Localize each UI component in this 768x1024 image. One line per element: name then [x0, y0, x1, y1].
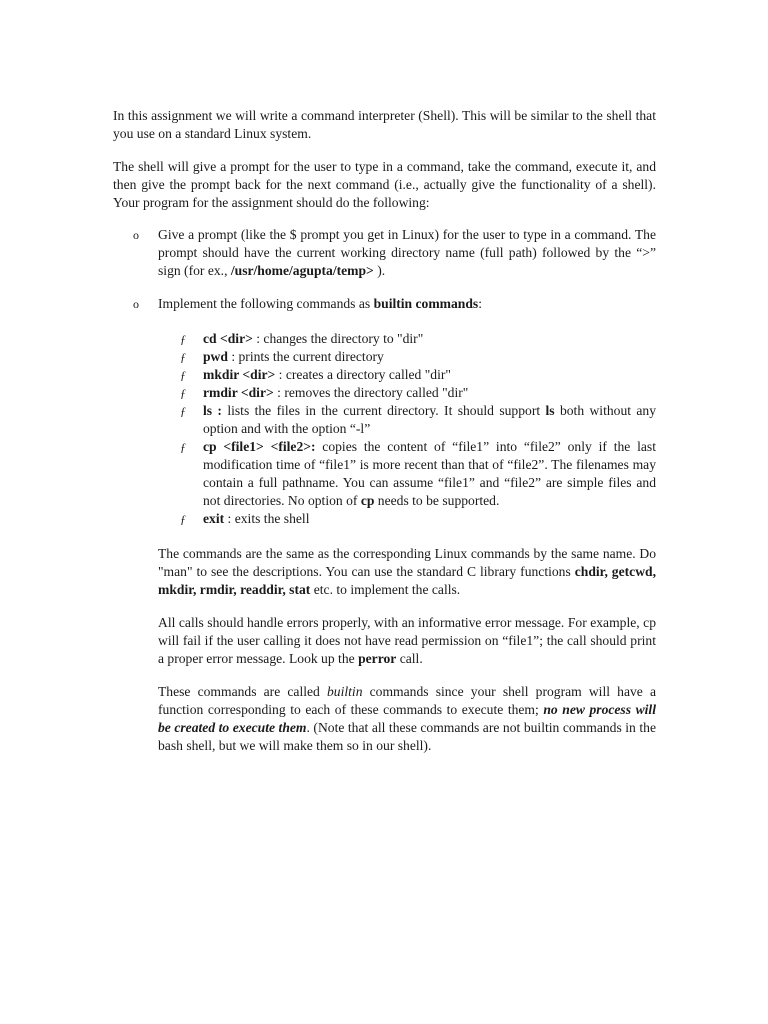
bullet-prompt-path: /usr/home/agupta/temp> [230, 263, 374, 278]
command-item-rmdir [180, 384, 656, 402]
bullet-marker: o [133, 297, 139, 311]
command-desc: lists the files in the current directory. It should support [221, 403, 546, 418]
shell-description-paragraph: The shell will give a prompt for the user to type in a command, take the command, execute it, and then give the prompt back for the next command (i.e., actually give the functionality of a shell). Your program for the assignment should do the following: [113, 159, 656, 210]
bullet-builtin [113, 295, 656, 313]
command-list [113, 330, 656, 528]
command-desc: : changes the directory to "dir" [252, 331, 424, 346]
command-item-exit [180, 510, 656, 528]
bullet-builtin-pre: Implement the following commands as [158, 296, 374, 311]
sub-bullet-marker: ƒ [180, 386, 186, 400]
bullet-builtin-bold: builtin commands [373, 296, 479, 311]
library-pre: The commands are the same as the corresponding Linux commands by the same name. Do "man" to see the descriptions. You can use the standard C library functions [158, 546, 656, 579]
sub-bullet-marker: ƒ [180, 332, 186, 346]
command-item-mkdir [180, 366, 656, 384]
library-functions-paragraph [158, 545, 656, 599]
perror-term: perror [358, 651, 397, 666]
bullet-prompt-text: Give a prompt (like the $ prompt you get in Linux) for the user to type in a command. The prompt should have the current working directory name (full path) followed by the “>” sign (for ex., [158, 227, 656, 278]
command-desc-rest: both without any option and with the option “-l” [203, 403, 657, 436]
command-name: ls : [203, 403, 222, 418]
bullet-prompt [113, 226, 656, 280]
command-name: exit [203, 511, 225, 526]
library-functions: chdir, getcwd, mkdir, rmdir, readdir, stat [158, 564, 656, 597]
command-inline-bold: cp [360, 493, 375, 508]
command-desc-rest: needs to be supported. [374, 493, 500, 508]
bullet-marker: o [133, 228, 139, 242]
command-inline-bold: ls [545, 403, 555, 418]
command-desc: : prints the current directory [227, 349, 384, 364]
builtin-post: . (Note that all these commands are not builtin commands in the bash shell, but we will make them so in our shell). [158, 720, 656, 753]
command-name: cd <dir> [203, 331, 253, 346]
sub-bullet-marker: ƒ [180, 368, 186, 382]
command-name: pwd [203, 349, 228, 364]
command-desc: : exits the shell [224, 511, 310, 526]
sub-bullet-marker: ƒ [180, 440, 186, 454]
builtin-explanation-paragraph [158, 683, 656, 755]
error-post: call. [396, 651, 423, 666]
sub-bullet-marker: ƒ [180, 404, 186, 418]
sub-bullet-marker: ƒ [180, 512, 186, 526]
command-name: mkdir <dir> [203, 367, 276, 382]
library-post: etc. to implement the calls. [310, 582, 461, 597]
sub-bullet-marker: ƒ [180, 350, 186, 364]
intro-paragraph: In this assignment we will write a command interpreter (Shell). This will be similar to the shell that you use on a standard Linux system. [113, 108, 656, 141]
no-new-process-emphasis: no new process will be created to execute them [158, 702, 656, 735]
error-pre: All calls should handle errors properly, with an informative error message. For example, cp will fail if the user calling it does not have read permission on “file1”; the call should print a proper error message. Look up the [158, 615, 656, 666]
bullet-prompt-end: ). [373, 263, 386, 278]
command-desc: : creates a directory called "dir" [275, 367, 451, 382]
command-item-cp [180, 438, 656, 510]
command-item-cd [180, 330, 656, 348]
command-desc: copies the content of “file1” into “file2” only if the last modification time of “file1” is more recent than that of “file2”. The filenames may contain a full pathname. You can assume “file1” and “file2” are simple files and not directories. No option of [203, 439, 656, 508]
bullet-builtin-post: : [478, 296, 482, 311]
command-item-ls [180, 402, 657, 438]
builtin-term: builtin [327, 684, 363, 699]
command-name: rmdir <dir> [203, 385, 274, 400]
command-name: cp <file1> <file2>: [203, 439, 316, 454]
error-handling-paragraph [158, 614, 656, 668]
command-desc: : removes the directory called "dir" [273, 385, 469, 400]
command-item-pwd [180, 348, 656, 366]
indented-section [113, 545, 656, 755]
builtin-mid: commands since your shell program will have a function corresponding to each of these commands to execute them; [158, 684, 656, 717]
builtin-pre: These commands are called [158, 684, 327, 699]
